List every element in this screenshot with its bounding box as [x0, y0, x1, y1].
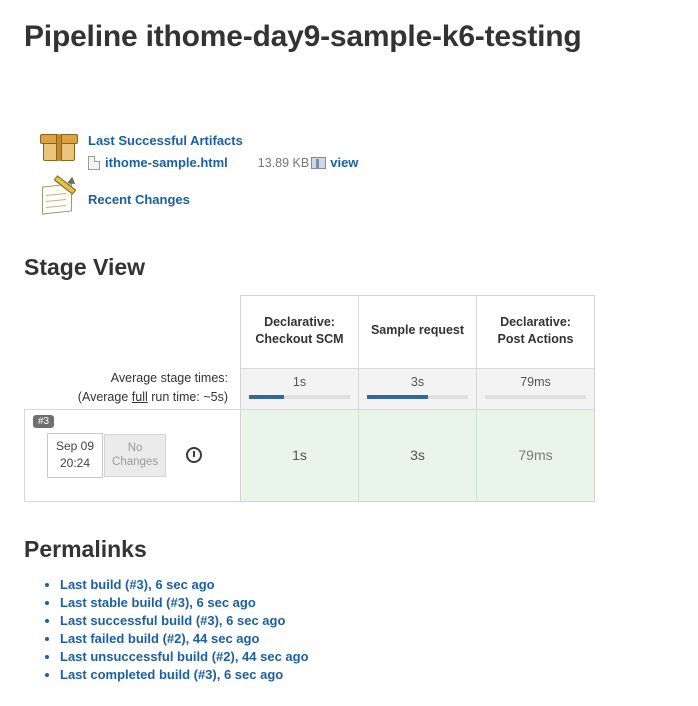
avg-prefix: (Average: [77, 390, 132, 404]
stage-corner-cell: [25, 296, 241, 369]
recent-changes-row: [38, 178, 674, 220]
avg-underline: full: [131, 390, 148, 404]
permalink-link[interactable]: Last build (#3), 6 sec ago: [60, 576, 215, 592]
average-time-value: 1s: [292, 374, 307, 389]
average-times-row: [25, 368, 595, 409]
artifacts-section: [24, 126, 674, 220]
average-bar-fill: [367, 395, 428, 399]
average-time-value: 3s: [410, 374, 425, 389]
last-successful-artifacts-link[interactable]: Last Successful Artifacts: [88, 133, 243, 148]
artifact-view-link[interactable]: view: [330, 155, 359, 170]
list-item: [60, 631, 674, 646]
stage-header-row: [25, 296, 595, 369]
page-title: Pipeline ithome-day9-sample-k6-testing: [24, 20, 582, 53]
list-item: [60, 667, 674, 682]
run-info-cell: [25, 409, 241, 501]
file-icon: [88, 156, 100, 170]
stage-view-table: [24, 295, 595, 502]
artifact-details: [88, 126, 358, 170]
no-changes-line2: Changes: [112, 456, 159, 469]
permalinks-heading: Permalinks: [24, 535, 147, 562]
average-bar-track: [249, 395, 350, 399]
list-item: [60, 595, 674, 610]
average-time-value: 79ms: [520, 374, 551, 389]
permalinks-list: [24, 577, 674, 682]
average-bar-fill: [249, 395, 284, 399]
clock-icon[interactable]: [186, 447, 202, 463]
average-bar-track: [485, 395, 586, 399]
stage-run-cell[interactable]: 79ms: [477, 409, 595, 501]
permalink-link[interactable]: Last successful build (#3), 6 sec ago: [60, 612, 286, 628]
run-date-box[interactable]: [47, 433, 103, 478]
run-info-inner: [25, 415, 240, 478]
stage-view: [24, 295, 674, 502]
average-cell: [477, 368, 595, 409]
build-number-badge[interactable]: #3: [33, 415, 54, 428]
permalink-link[interactable]: Last unsuccessful build (#2), 44 sec ago: [60, 648, 309, 664]
no-changes-box[interactable]: [104, 434, 166, 477]
list-item: [60, 649, 674, 664]
stage-view-heading: Stage View: [24, 254, 146, 280]
list-item: [60, 577, 674, 592]
permalink-link[interactable]: Last stable build (#3), 6 sec ago: [60, 594, 256, 610]
stage-column-header: Declarative: Post Actions: [477, 296, 595, 369]
average-stage-times-line1: Average stage times:: [110, 371, 228, 386]
average-cell: [241, 368, 359, 409]
recent-changes-link[interactable]: Recent Changes: [88, 191, 190, 207]
artifact-file-link[interactable]: ithome-sample.html: [105, 155, 228, 170]
zip-download-icon[interactable]: [311, 157, 326, 169]
average-bar-track: [367, 395, 468, 399]
run-time: 20:24: [60, 456, 91, 471]
stage-column-header: Declarative: Checkout SCM: [241, 296, 359, 369]
package-icon: [38, 126, 80, 168]
notepad-pencil-icon: [38, 178, 80, 220]
no-changes-line1: No: [127, 441, 143, 454]
stage-column-header: Sample request: [359, 296, 477, 369]
permalink-link[interactable]: Last completed build (#3), 6 sec ago: [60, 666, 284, 682]
run-date: Sep 09: [56, 438, 95, 453]
artifact-file-size: 13.89 KB: [257, 155, 310, 170]
average-stage-times-label: [25, 368, 241, 409]
stage-run-cell[interactable]: 1s: [241, 409, 359, 501]
permalink-link[interactable]: Last failed build (#2), 44 sec ago: [60, 630, 260, 646]
last-successful-artifacts-row: [38, 126, 674, 170]
build-run-row: [25, 409, 595, 501]
list-item: [60, 613, 674, 628]
average-run-time-line: [26, 388, 229, 407]
avg-suffix: run time: ~5s): [147, 390, 228, 404]
stage-run-cell[interactable]: 3s: [359, 409, 477, 501]
artifact-file-row: [88, 155, 358, 170]
average-cell: [359, 368, 477, 409]
